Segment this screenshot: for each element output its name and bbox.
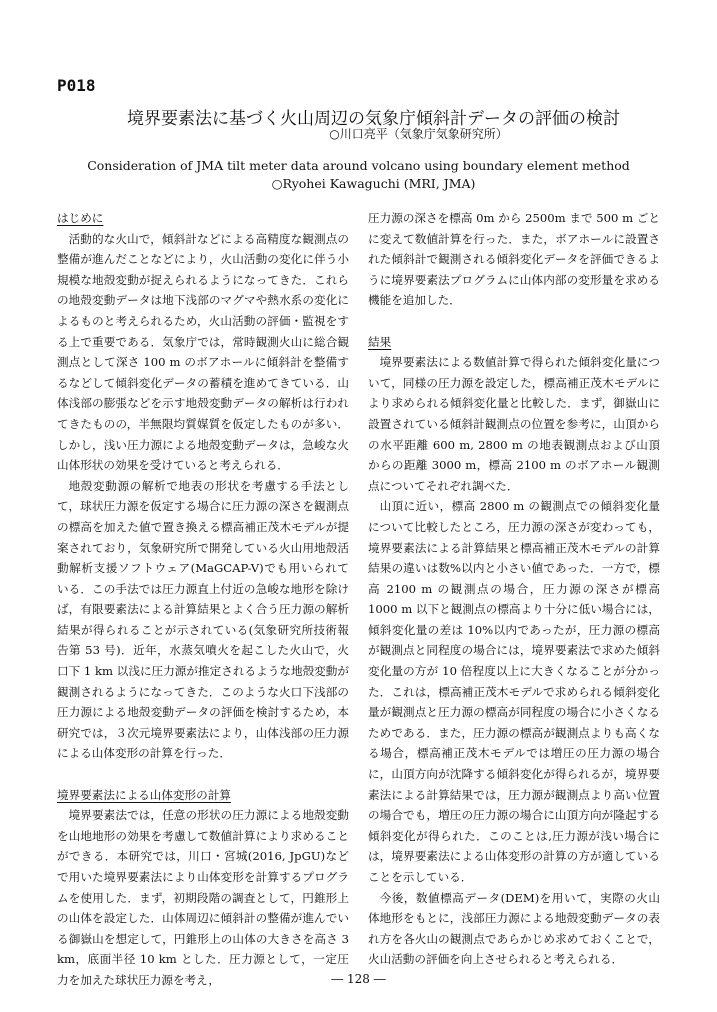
- right-column: [368, 208, 660, 970]
- method-paragraph-continued: 圧力源の深さを標高 0m から 2500m まで 500 m ごとに変えて数値計算を行った．また，ボアホールに設置された傾斜計で観測される傾斜変化データを評価できるように境界要素法プログラムに山体内部の変形量を求める機能を追加した．: [368, 211, 660, 308]
- paper-title-jp: 境界要素法に基づく火山周辺の気象庁傾斜計データの評価の検討: [127, 109, 620, 129]
- results-paragraph-3: 今後，数値標高データ(DEM)を用いて，実際の火山体地形をもとに，浅部圧力源による地殻変動データの表れ方を各火山の観測点であらかじめ求めておくことで，火山活動の評価を向上させられると考えられる．: [368, 890, 660, 967]
- results-paragraph-1: 境界要素法による数値計算で得られた傾斜変化量について，同様の圧力源を設定した，標高補正茂木モデルにより求められる傾斜変化量と比較した．まず，御嶽山に設置されている傾斜計観測点の位置を参考に，山頂からの水平距離 600 m, 2800 m の地表観測点および山頂からの距離 3000 m，標高 2100 m のボアホール観測点についてそれぞれ調べた．: [368, 355, 660, 493]
- section-heading-intro: はじめに: [57, 211, 104, 225]
- author-jp: ○川口亮平（気象庁気象研究所）: [329, 127, 508, 141]
- section-heading-results: 結果: [368, 334, 392, 349]
- page-number: ― 128 ―: [331, 972, 386, 986]
- author-en: ○Ryohei Kawaguchi (MRI, JMA): [271, 176, 476, 191]
- left-column: [57, 208, 349, 991]
- intro-paragraph-1: 活動的な火山で，傾斜計などによる高精度な観測点の整備が進んだことなどにより，火山活動の変化に伴う小規模な地殻変動が捉えられるようになってきた．これらの地殻変動データは地下浅部のマグマや熱水系の変化によるものと考えられるため，火山活動の評価・監視をする上で重要である．気象庁では，常時観測火山に総合観測点として深さ 100 m のボアホールに傾斜計を整備するなどして傾斜変化データの蓄積を進めてきている．山体浅部の膨張などを示す地殻変動データの解析は行われてきたものの，半無限均質媒質を仮定したものが多い．しかし，浅い圧力源による地殻変動データは，急峻な火山体形状の効果を受けていると考えられる．: [57, 231, 349, 473]
- paper-title-en: Consideration of JMA tilt meter data around volcano using boundary element method: [87, 158, 630, 173]
- intro-paragraph-2: 地殻変動源の解析で地表の形状を考慮する手法として，球状圧力源を仮定する場合に圧力源の深さを観測点の標高を加えた値で置き換える標高補正茂木モデルが提案されており，気象研究所で開発している火山用地殻活動解析支援ソフトウェア(MaGCAP-V)でも用いられている．この手法では圧力源直上付近の急峻な地形を除けば，有限要素法による計算結果とよく合う圧力源の解析結果が得られることが示されている(気象研究所技術報告第 53 号)．近年，水蒸気噴火を起こした火山で，火口下 1 km 以浅に圧力源が推定されるような地殻変動が観測されるようになってきた．このような火口下浅部の圧力源による地殻変動データの評価を検討するため，本研究では，３次元境界要素法により，山体浅部の圧力源による山体変形の計算を行った．: [57, 478, 349, 761]
- results-paragraph-2: 山頂に近い，標高 2800 m の観測点での傾斜変化量について比較したところ，圧力源の深さが変わっても，境界要素法による計算結果と標高補正茂木モデルの計算結果の違いは数%以内と小さい値であった．一方で，標高 2100 m の観測点の場合，圧力源の深さが標高 1000 m 以下と観測点の標高より十分に低い場合には，傾斜変化量の差は 10%以内であったが，圧力源の標高が観測点と同程度の場合には，境界要素法で求めた傾斜変化量の方が 10 倍程度以上に大きくなることが分かった．これは，標高補正茂木モデルで求められる傾斜変化量が観測点と圧力源の標高が同程度の場合に小さくなるためである．また，圧力源の標高が観測点よりも高くなる場合，標高補正茂木モデルでは増圧の圧力源の場合に，山頂方向が沈降する傾斜変化が得られるが，境界要素法による計算結果では，圧力源が観測点より高い位置の場合でも，増圧の圧力源の場合に山頂方向が隆起する傾斜変化が得られた．このことは,圧力源が浅い場合には，境界要素法による山体変形の計算の方が適していることを示している．: [368, 499, 660, 884]
- page-id: P018: [57, 76, 96, 95]
- section-heading-method: 境界要素法による山体変形の計算: [57, 787, 231, 802]
- method-paragraph-1: 境界要素法では，任意の形状の圧力源による地殻変動を山地地形の効果を考慮して数値計算により求めることができる．本研究では，川口・宮城(2016, JpGU)などで用いた境界要素法により山体変形を計算するプログラムを使用した．まず，初期段階の調査として，円錐形上の山体を設定した．山体周辺に傾斜計の整備が進んでいる御嶽山を想定して，円錐形上の山体の大きさを高さ 3 km，底面半径 10 km とした．圧力源として，一定圧力を加えた球状圧力源を考え，: [57, 808, 349, 987]
